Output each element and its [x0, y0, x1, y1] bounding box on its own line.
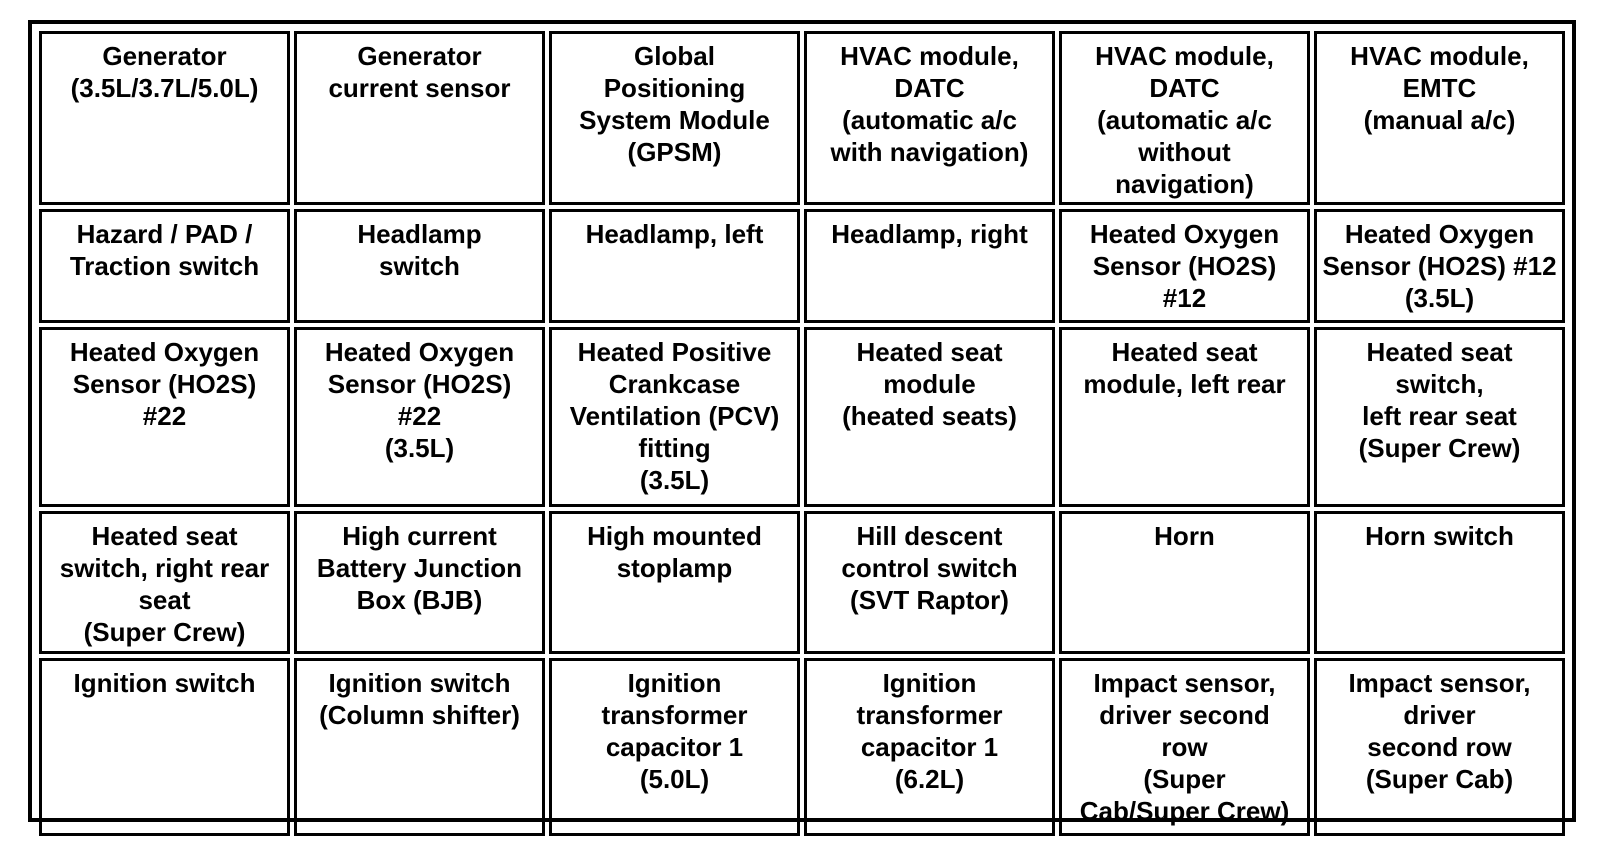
table-cell: Hill descent control switch (SVT Raptor)	[804, 511, 1055, 654]
table-cell: Heated seat module, left rear	[1059, 327, 1310, 507]
table-cell: Heated Oxygen Sensor (HO2S) #12	[1059, 209, 1310, 323]
table-cell: Headlamp switch	[294, 209, 545, 323]
table-cell: Heated seat module (heated seats)	[804, 327, 1055, 507]
table-cell: Generator current sensor	[294, 31, 545, 205]
table-cell: Ignition switch	[39, 658, 290, 836]
table-cell: Ignition transformer capacitor 1 (6.2L)	[804, 658, 1055, 836]
table-row	[39, 511, 1565, 654]
table-row	[39, 658, 1565, 836]
table-cell: Heated Positive Crankcase Ventilation (PCV) fitting (3.5L)	[549, 327, 800, 507]
table-cell: HVAC module, DATC (automatic a/c without navigation)	[1059, 31, 1310, 205]
table-cell: Ignition transformer capacitor 1 (5.0L)	[549, 658, 800, 836]
component-table	[35, 27, 1569, 840]
table-row	[39, 31, 1565, 205]
table-cell: Headlamp, left	[549, 209, 800, 323]
table-cell: Heated Oxygen Sensor (HO2S) #22 (3.5L)	[294, 327, 545, 507]
table-cell: Heated Oxygen Sensor (HO2S) #22	[39, 327, 290, 507]
table-cell: HVAC module, DATC (automatic a/c with navigation)	[804, 31, 1055, 205]
table-cell: Horn switch	[1314, 511, 1565, 654]
table-row	[39, 327, 1565, 507]
table-cell: Ignition switch (Column shifter)	[294, 658, 545, 836]
table-cell: Global Positioning System Module (GPSM)	[549, 31, 800, 205]
component-index-grid	[28, 20, 1576, 826]
table-cell: Hazard / PAD / Traction switch	[39, 209, 290, 323]
table-cell: HVAC module, EMTC (manual a/c)	[1314, 31, 1565, 205]
table-cell: Heated Oxygen Sensor (HO2S) #12 (3.5L)	[1314, 209, 1565, 323]
table-cell: Heated seat switch, left rear seat (Super Crew)	[1314, 327, 1565, 507]
table-row	[39, 209, 1565, 323]
table-cell: Horn	[1059, 511, 1310, 654]
table-cell: Heated seat switch, right rear seat (Super Crew)	[39, 511, 290, 654]
table-cell: Headlamp, right	[804, 209, 1055, 323]
table-cell: High mounted stoplamp	[549, 511, 800, 654]
table-cell: High current Battery Junction Box (BJB)	[294, 511, 545, 654]
table-cell: Impact sensor, driver second row (Super Cab)	[1314, 658, 1565, 836]
table-cell: Generator (3.5L/3.7L/5.0L)	[39, 31, 290, 205]
table-cell: Impact sensor, driver second row (Super Cab/Super Crew)	[1059, 658, 1310, 836]
